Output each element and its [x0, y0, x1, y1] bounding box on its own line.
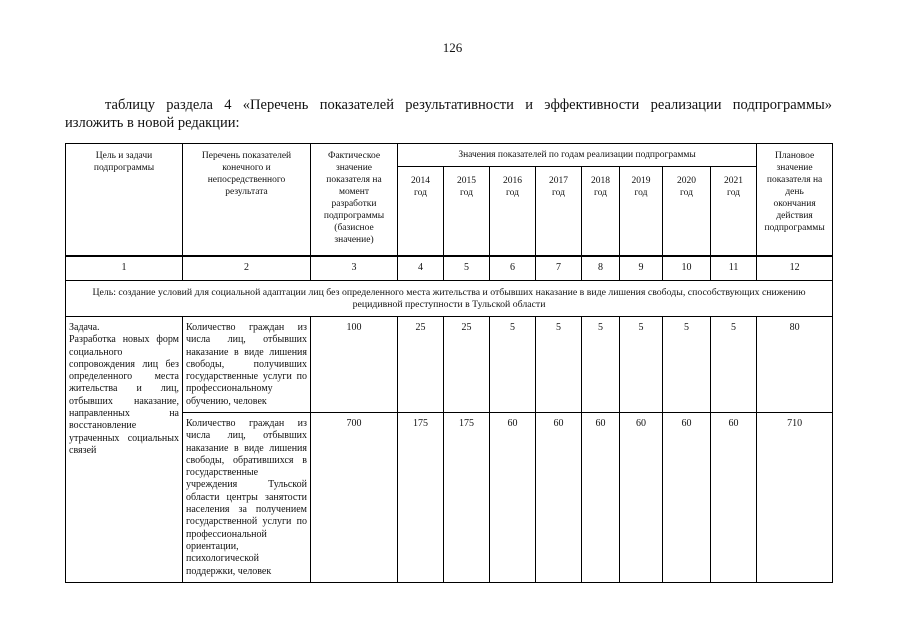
- goal-row: [66, 281, 833, 317]
- column-number: 1: [66, 256, 183, 281]
- year-value: 5: [490, 317, 536, 413]
- header-indicators: Перечень показателей конечного и непосредственного результата: [183, 144, 311, 256]
- year-value: 175: [398, 413, 444, 583]
- header-year-number: 2020: [677, 176, 696, 186]
- header-planned-value: Плановое значение показателя на день окончания действия подпрограммы: [757, 144, 833, 256]
- year-value: 60: [582, 413, 620, 583]
- year-value: 25: [398, 317, 444, 413]
- indicators-table: [65, 143, 833, 583]
- header-year-number: 2014: [411, 176, 430, 186]
- header-year: [582, 167, 620, 256]
- column-number: 8: [582, 256, 620, 281]
- year-value: 60: [620, 413, 663, 583]
- year-value: 25: [444, 317, 490, 413]
- header-year-unit: год: [506, 188, 519, 198]
- year-value: 5: [582, 317, 620, 413]
- task-text: Разработка новых форм социального сопровождения лиц без определенного места жительства и лиц, отбывших наказание, направленных на восстановление утраченных социальных связей: [69, 334, 179, 456]
- column-number: 6: [490, 256, 536, 281]
- column-number-row: [66, 256, 833, 281]
- column-number: 10: [663, 256, 711, 281]
- intro-line-2: изложить в новой редакции:: [65, 115, 240, 131]
- column-number: 12: [757, 256, 833, 281]
- header-year: [398, 167, 444, 256]
- column-number: 7: [536, 256, 582, 281]
- year-value: 175: [444, 413, 490, 583]
- year-value: 5: [620, 317, 663, 413]
- header-year-number: 2016: [503, 176, 522, 186]
- header-year-number: 2018: [591, 176, 610, 186]
- planned-value: 710: [757, 413, 833, 583]
- header-year-unit: год: [634, 188, 648, 198]
- indicator-name: Количество граждан из числа лиц, отбывших наказание в виде лишения свободы, получивших государственные услуги по профессиональному обучению, человек: [183, 317, 311, 413]
- year-value: 5: [536, 317, 582, 413]
- header-row-top: [66, 144, 833, 167]
- header-year-unit: год: [460, 188, 473, 198]
- header-year-number: 2015: [457, 176, 476, 186]
- header-year-unit: год: [680, 188, 693, 198]
- task-label: Задача.: [69, 322, 100, 333]
- base-value: 700: [311, 413, 398, 583]
- column-number: 5: [444, 256, 490, 281]
- base-value: 100: [311, 317, 398, 413]
- column-number: 9: [620, 256, 663, 281]
- column-number: 11: [711, 256, 757, 281]
- column-number: 3: [311, 256, 398, 281]
- year-value: 60: [711, 413, 757, 583]
- header-year: [536, 167, 582, 256]
- header-year-unit: год: [594, 188, 607, 198]
- planned-value: 80: [757, 317, 833, 413]
- column-number: 2: [183, 256, 311, 281]
- year-value: 60: [536, 413, 582, 583]
- header-year-unit: год: [552, 188, 565, 198]
- header-base-value: Фактическое значение показателя на момент разработки подпрограммы (базисное значение): [311, 144, 398, 256]
- header-year: [663, 167, 711, 256]
- header-year: [711, 167, 757, 256]
- header-year: [490, 167, 536, 256]
- year-value: 5: [663, 317, 711, 413]
- column-number: 4: [398, 256, 444, 281]
- header-year: [444, 167, 490, 256]
- header-goal-tasks: Цель и задачи подпрограммы: [66, 144, 183, 256]
- header-year-number: 2021: [724, 176, 744, 186]
- intro-line-1: таблицу раздела 4 «Перечень показателей результативности и эффективности реализации подпрограммы»: [105, 97, 832, 113]
- header-year-number: 2019: [631, 176, 651, 186]
- header-years-group: Значения показателей по годам реализации подпрограммы: [398, 144, 757, 167]
- indicator-row: [66, 317, 833, 413]
- indicator-name: Количество граждан из числа лиц, отбывших наказание в виде лишения свободы, обратившихся в государственные учреждения Тульской области центры занятости населения за получением государственной услуги по профессиональной ориентации, психологической поддержки, человек: [183, 413, 311, 583]
- year-value: 60: [490, 413, 536, 583]
- goal-text: Цель: создание условий для социальной адаптации лиц без определенного места жительства и отбывших наказание в виде лишения свободы, способствующих снижению рецидивной преступности в Тульской области: [66, 281, 833, 317]
- header-year-unit: год: [414, 188, 427, 198]
- header-year-number: 2017: [549, 176, 568, 186]
- year-value: 60: [663, 413, 711, 583]
- intro-paragraph: [65, 96, 832, 132]
- page-number: 126: [442, 40, 463, 55]
- year-value: 5: [711, 317, 757, 413]
- header-year: [620, 167, 663, 256]
- task-cell: [66, 317, 183, 583]
- header-year-unit: год: [727, 188, 741, 198]
